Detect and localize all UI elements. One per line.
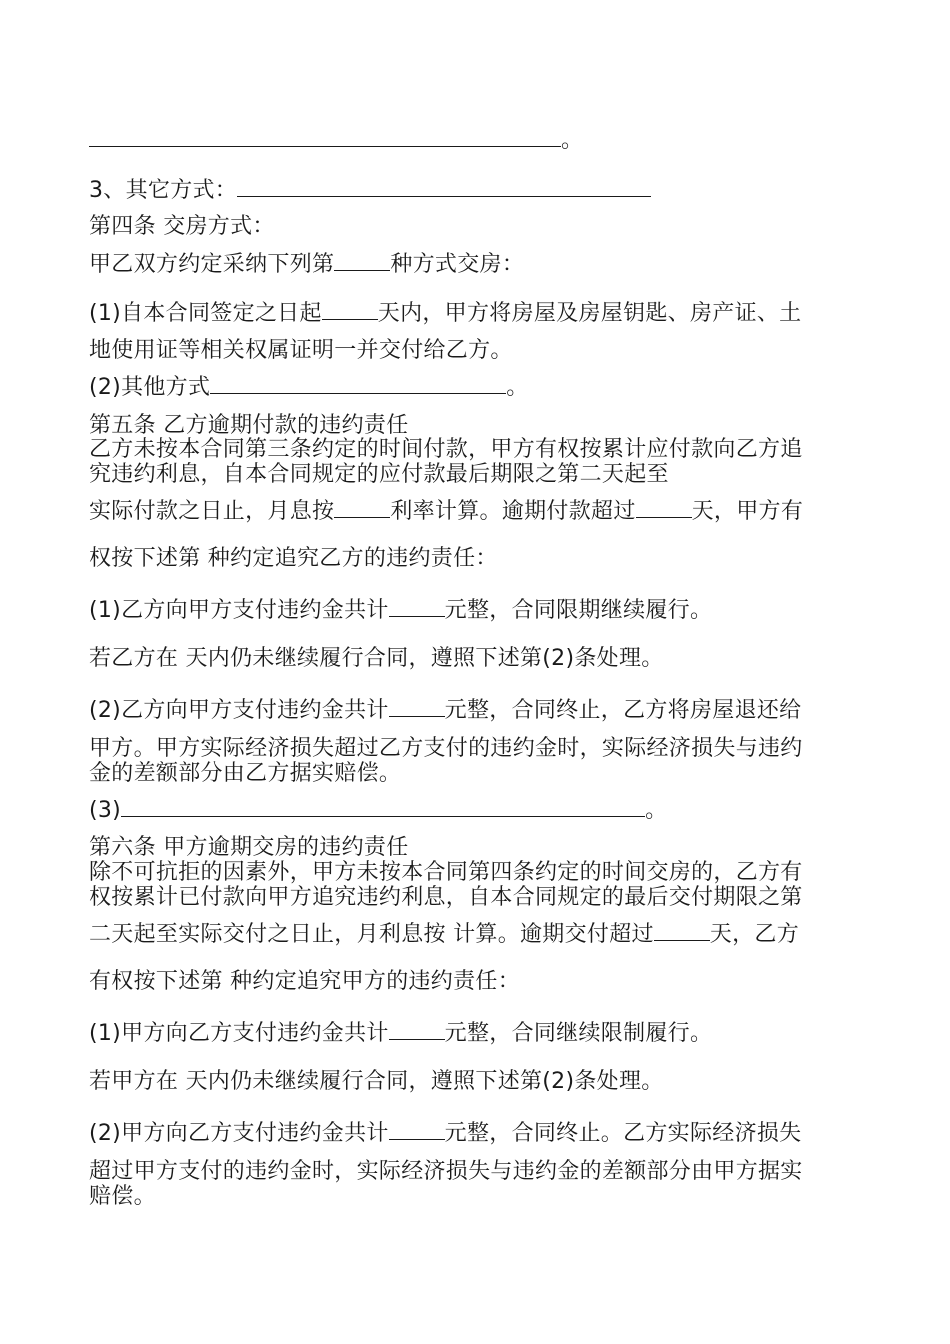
blank-line bbox=[322, 299, 378, 320]
line-20: 除不可抗拒的因素外，甲方未按本合同第四条约定的时间交房的，乙方有 bbox=[89, 860, 803, 885]
line-9: 乙方未按本合同第三条约定的时间付款，甲方有权按累计应付款向乙方追 bbox=[89, 437, 803, 462]
line-17: 金的差额部分由乙方据实赔偿。 bbox=[89, 761, 402, 786]
blank-line bbox=[389, 696, 445, 717]
line-26: (2)甲方向乙方支付违约金共计 元整，合同终止。乙方实际经济损失 bbox=[89, 1121, 802, 1146]
line-21: 权按累计已付款向甲方追究违约利息，自本合同规定的最后交付期限之第 bbox=[89, 885, 803, 910]
line-13: (1)乙方向甲方支付违约金共计 元整，合同限期继续履行。 bbox=[89, 598, 713, 623]
blank-line bbox=[389, 596, 445, 617]
blank-line bbox=[121, 796, 645, 817]
line-16: 甲方。甲方实际经济损失超过乙方支付的违约金时，实际经济损失与违约 bbox=[89, 736, 803, 761]
line-1: 。 bbox=[89, 126, 583, 154]
article-6-heading: 第六条 甲方逾期交房的违约责任 bbox=[89, 835, 409, 860]
line-6: 地使用证等相关权属证明一并交付给乙方。 bbox=[89, 338, 513, 363]
line-2: 3、其它方式： bbox=[89, 176, 651, 204]
line-23: 有权按下述第 种约定追究甲方的违约责任： bbox=[89, 969, 520, 994]
article-4-heading: 第四条 交房方式： bbox=[89, 214, 275, 239]
line-22: 二天起至实际交付之日止，月利息按 计算。逾期交付超过 天，乙方 bbox=[89, 922, 799, 947]
line-7: (2)其他方式 。 bbox=[89, 375, 529, 400]
line-24: (1)甲方向乙方支付违约金共计 元整，合同继续限制履行。 bbox=[89, 1021, 713, 1046]
line-27: 超过甲方支付的违约金时，实际经济损失与违约金的差额部分由甲方据实 bbox=[89, 1159, 803, 1184]
line-4: 甲乙双方约定采纳下列第 种方式交房： bbox=[89, 252, 525, 277]
blank-line bbox=[237, 176, 651, 197]
line-14: 若乙方在 天内仍未继续履行合同，遵照下述第(2)条处理。 bbox=[89, 646, 664, 671]
blank-line bbox=[334, 497, 390, 518]
blank-line bbox=[389, 1019, 445, 1040]
blank-line bbox=[334, 250, 390, 271]
line-12: 权按下述第 种约定追究乙方的违约责任： bbox=[89, 546, 498, 571]
article-5-heading: 第五条 乙方逾期付款的违约责任 bbox=[89, 413, 409, 438]
line-28: 赔偿。 bbox=[89, 1184, 156, 1209]
blank-line bbox=[654, 920, 710, 941]
line-10: 究违约利息，自本合同规定的应付款最后期限之第二天起至 bbox=[89, 462, 669, 487]
blank-line bbox=[210, 373, 506, 394]
line-15: (2)乙方向甲方支付违约金共计 元整，合同终止，乙方将房屋退还给 bbox=[89, 698, 802, 723]
blank-line bbox=[89, 126, 561, 147]
line-11: 实际付款之日止，月息按 利率计算。逾期付款超过 天，甲方有 bbox=[89, 499, 804, 524]
blank-line bbox=[636, 497, 692, 518]
line-18: (3) 。 bbox=[89, 798, 668, 823]
line-25: 若甲方在 天内仍未继续履行合同，遵照下述第(2)条处理。 bbox=[89, 1069, 664, 1094]
blank-line bbox=[389, 1119, 445, 1140]
line-5: (1)自本合同签定之日起 天内，甲方将房屋及房屋钥匙、房产证、土 bbox=[89, 301, 802, 326]
